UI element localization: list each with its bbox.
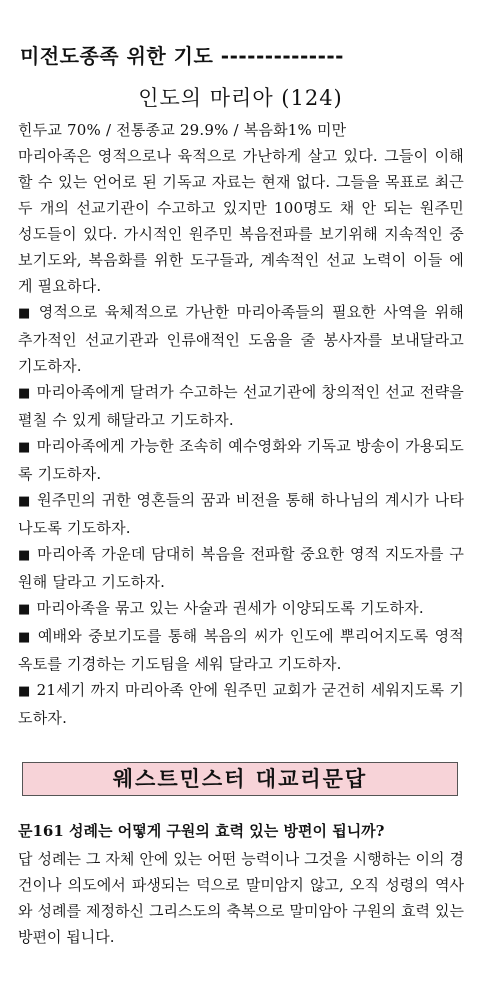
- prayer-item: [18, 677, 464, 731]
- article-title: 인도의 마리아 (124): [138, 86, 343, 110]
- prayer-text: 마리아족 가운데 담대히 복음을 전파할 중요한 영적 지도자를 구원해 달라고 기도하자.: [18, 545, 465, 591]
- bullet-icon: ■: [18, 602, 31, 617]
- catechism-qa: [18, 818, 464, 950]
- prayer-item: [18, 433, 464, 487]
- catechism-banner: 웨스트민스터 대교리문답: [22, 762, 458, 796]
- bullet-icon: ■: [18, 494, 32, 509]
- prayer-list: [18, 299, 464, 731]
- prayer-text: 마리아족에게 달려가 수고하는 선교기관에 창의적인 선교 전략을 펼칠 수 있게 해달라고 기도하자.: [18, 383, 464, 429]
- prayer-item: [18, 623, 464, 677]
- prayer-text: 마리아족을 묶고 있는 사술과 권세가 이양되도록 기도하자.: [36, 599, 424, 617]
- bullet-icon: ■: [18, 386, 31, 401]
- catechism-answer: 답 성례는 그 자체 안에 있는 어떤 능력이나 그것을 시행하는 이의 경건이나 의도에서 파생되는 덕으로 말미암지 않고, 오직 성령의 역사와 성례를 제정하신 그리스도의 축복으로 말미암아 구원의 효력 있는 방편이 됩니다.: [18, 850, 464, 946]
- article-body: [18, 117, 464, 731]
- prayer-text: 영적으로 육체적으로 가난한 마리아족들의 필요한 사역을 위해 추가적인 선교기관과 인류애적인 도움을 줄 봉사자를 보내달라고 기도하자.: [18, 303, 464, 375]
- intro-paragraph: 마리아족은 영적으로나 육적으로 가난하게 살고 있다. 그들이 이해할 수 있는 언어로 된 기독교 자료는 현재 없다. 그들을 목표로 최근 두 개의 선교기관이 수고하고 있지만 100명도 채 안 되는 원주민 성도들이 있다. 가시적인 원주민 복음전파를 보기위해 지속적인 중보기도와, 복음화를 위한 도구들과, 계속적인 선교 노력이 이들 에게 필요하다.: [18, 147, 464, 295]
- prayer-text: 원주민의 귀한 영혼들의 꿈과 비전을 통해 하나님의 계시가 나타나도록 기도하자.: [18, 491, 465, 537]
- bullet-icon: ■: [18, 684, 31, 699]
- prayer-item: [18, 379, 464, 433]
- catechism-question: 문161 성례는 어떻게 구원의 효력 있는 방편이 됩니까?: [18, 822, 385, 840]
- bullet-icon: ■: [18, 630, 32, 645]
- prayer-text: 예배와 중보기도를 통해 복음의 씨가 인도에 뿌리어지도록 영적옥토를 기경하는 기도팀을 세워 달라고 기도하자.: [18, 627, 464, 673]
- bullet-icon: ■: [18, 440, 31, 455]
- prayer-text: 마리아족에게 가능한 조속히 예수영화와 기독교 방송이 가용되도록 기도하자.: [18, 437, 464, 483]
- bullet-icon: ■: [18, 548, 32, 563]
- prayer-text: 21세기 까지 마리아족 안에 원주민 교회가 굳건히 세워지도록 기도하자.: [18, 681, 465, 727]
- prayer-item: [18, 299, 464, 379]
- section-title: 미전도종족 위한 기도 --------------: [20, 44, 344, 68]
- bullet-icon: ■: [18, 306, 33, 321]
- prayer-item: [18, 595, 464, 623]
- prayer-item: [18, 487, 464, 541]
- prayer-item: [18, 541, 464, 595]
- religion-stats: 힌두교 70% / 전통종교 29.9% / 복음화1% 미만: [18, 121, 347, 139]
